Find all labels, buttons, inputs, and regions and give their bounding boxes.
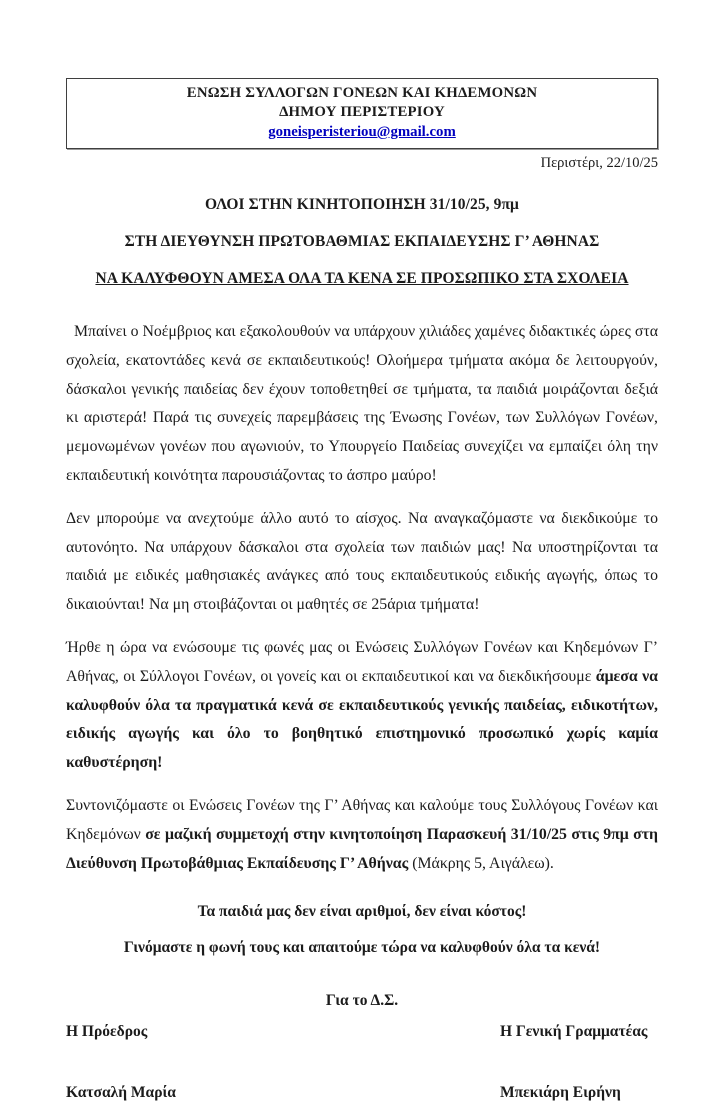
body-text [66,318,658,878]
paragraph-4 [66,792,658,878]
paragraph-2-text: Δεν μπορούμε να ανεχτούμε άλλο αυτό το αίσχος. Να αναγκαζόμαστε να διεκδικούμε το αυτονόητο. Να υπάρχουν δάσκαλοι στα σχολεία των παιδιών μας! Να υποστηρίζονται τα παιδιά με ειδικές μαθησιακές ανάγκες από τους εκπαιδευτικούς ειδικής αγωγής, όπως το δικαιούνται! Να μη στοιβάζονται οι μαθητές σε 25άρια τμήματα! [66,509,658,614]
president-name: Κατσαλή Μαρία [66,1084,176,1102]
slogan-line-1: Τα παιδιά μας δεν είναι αριθμοί, δεν είναι κόστος! [197,903,527,921]
dateline: Περιστέρι, 22/10/25 [540,155,658,171]
letterhead-box [66,78,658,149]
signature-roles-row [66,1022,658,1041]
headline-line-1: ΟΛΟΙ ΣΤΗΝ ΚΙΝΗΤΟΠΟΙΗΣΗ 31/10/25, 9πμ [205,196,519,213]
paragraph-4-bold-callout: σε μαζική συμμετοχή στην κινητοποίηση Παρασκευή 31/10/25 στις 9πμ στη Διεύθυνση Πρωτοβάθμιας Εκπαίδευσης Γ’ Αθήνας [66,825,658,872]
paragraph-4-address: (Μάκρης 5, Αιγάλεω). [412,854,554,872]
organization-name-line2: ΔΗΜΟΥ ΠΕΡΙΣΤΕΡΙΟΥ [279,104,445,120]
headline-line-2: ΣΤΗ ΔΙΕΥΘΥΝΣΗ ΠΡΩΤΟΒΑΘΜΙΑΣ ΕΚΠΑΙΔΕΥΣΗΣ Γ’ ΑΘΗΝΑΣ [124,233,600,250]
paragraph-3-text: Ήρθε η ώρα να ενώσουμε τις φωνές μας οι Ενώσεις Συλλόγων Γονέων και Κηδεμόνων Γ’ Αθήνας, οι Σύλλογοι Γονέων, οι γονείς και οι εκπαιδευτικοί και να διεκδικήσουμε [66,638,658,685]
organization-name-line1: ΕΝΩΣΗ ΣΥΛΛΟΓΩΝ ΓΟΝΕΩΝ ΚΑΙ ΚΗΔΕΜΟΝΩΝ [186,85,538,101]
headline-block [66,196,658,288]
slogan-block [66,902,658,957]
paragraph-1-text: Μπαίνει ο Νοέμβριος και εξακολουθούν να υπάρχουν χιλιάδες χαμένες διδακτικές ώρες στα σχολεία, εκατοντάδες κενά σε εκπαιδευτικούς! Ολοήμερα τμήματα ακόμα δε λειτουργούν, δάσκαλοι γενικής παιδείας δεν έχουν τοποθετηθεί σε τμήματα, τα παιδιά μοιράζονται δεξιά κι αριστερά! Παρά τις συνεχείς παρεμβάσεις της Ένωσης Γονέων, των Συλλόγων Γονέων, μεμονωμένων γονέων που αγωνιούν, το Υπουργείο Παιδείας συνεχίζει να εμπαίζει όλη την εκπαιδευτική κοινότητα παρουσιάζοντας το άσπρο μαύρο! [66,323,658,484]
email-line [75,122,649,142]
paragraph-3-bold-demand: άμεσα να καλυφθούν όλα τα πραγματικά κενά σε εκπαιδευτικούς γενικής παιδείας, ειδικοτήτων, ειδικής αγωγής και όλο το βοηθητικό επιστημονικό προσωπικό χωρίς καμία καθυστέρηση! [66,667,658,772]
paragraph-3 [66,634,658,778]
document-content [66,0,658,1102]
paragraph-2 [66,505,658,620]
secretary-role-label: Η Γενική Γραμματέας [500,1023,648,1041]
secretary-name: Μπεκιάρη Ειρήνη [500,1084,621,1102]
for-the-board-line: Για το Δ.Σ. [325,992,399,1010]
signature-names-row [66,1083,658,1102]
slogan-line-2: Γινόμαστε η φωνή τους και απαιτούμε τώρα να καλυφθούν όλα τα κενά! [123,939,601,957]
president-role-label: Η Πρόεδρος [66,1023,148,1041]
paragraph-4-text: Συντονιζόμαστε οι Ενώσεις Γονέων της Γ’ Αθήνας και καλούμε τους Συλλόγους Γονέων και Κηδεμόνων [66,796,658,843]
paragraph-1 [66,318,658,491]
email-link[interactable]: goneisperisteriou@gmail.com [268,124,456,140]
headline-line-3: ΝΑ ΚΑΛΥΦΘΟΥΝ ΑΜΕΣΑ ΟΛΑ ΤΑ ΚΕΝΑ ΣΕ ΠΡΟΣΩΠΙΚΟ ΣΤΑ ΣΧΟΛΕΙΑ [95,270,629,287]
